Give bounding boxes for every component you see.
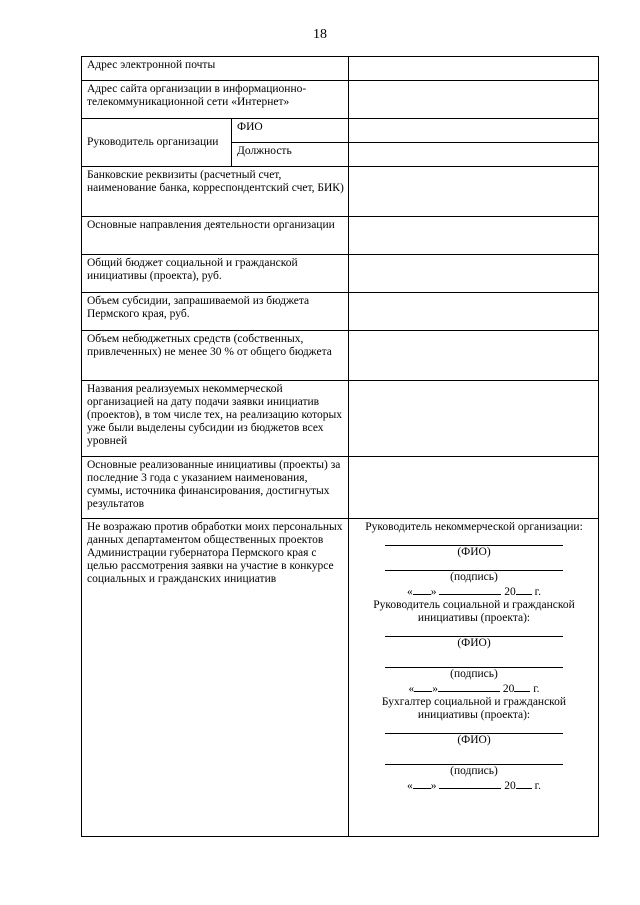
signature-title-project-head: Руководитель социальной и гражданской инициативы (проекта):	[373, 599, 575, 624]
fio-caption: (ФИО)	[457, 546, 491, 558]
date-line	[354, 778, 594, 793]
signature-title-nko-head: Руководитель некоммерческой организации:	[365, 521, 583, 533]
signature-line[interactable]	[385, 753, 563, 765]
year-suffix: г.	[534, 586, 541, 598]
table-row	[82, 331, 599, 381]
table-row	[82, 57, 599, 81]
day-blank[interactable]	[413, 778, 431, 789]
fio-line[interactable]	[385, 625, 563, 637]
value-nonbudget[interactable]	[349, 331, 599, 381]
quote-open: «	[407, 586, 413, 598]
value-subsidy[interactable]	[349, 293, 599, 331]
signature-caption: (подпись)	[450, 571, 498, 583]
signature-line[interactable]	[385, 656, 563, 668]
year-blank[interactable]	[516, 584, 532, 595]
row-label-email: Адрес электронной почты	[82, 57, 349, 81]
value-website[interactable]	[349, 81, 599, 119]
quote-close: »	[432, 683, 438, 695]
day-blank[interactable]	[413, 584, 431, 595]
fio-line[interactable]	[385, 722, 563, 734]
value-past[interactable]	[349, 457, 599, 519]
day-blank[interactable]	[414, 681, 432, 692]
row-label-nonbudget: Объем небюджетных средств (собственных, привлеченных) не менее 30 % от общего бюджета	[82, 331, 349, 381]
row-label-head: Руководитель организации	[82, 119, 232, 167]
signature-caption: (подпись)	[450, 765, 498, 777]
quote-close: »	[430, 780, 437, 792]
month-blank[interactable]	[439, 778, 501, 789]
row-label-budget: Общий бюджет социальной и гражданской инициативы (проекта), руб.	[82, 255, 349, 293]
quote-close: »	[430, 586, 437, 598]
month-blank[interactable]	[439, 584, 501, 595]
table-row	[82, 81, 599, 119]
table-row	[82, 167, 599, 217]
quote-open: «	[408, 683, 415, 695]
table-row	[82, 293, 599, 331]
row-label-directions: Основные направления деятельности организации	[82, 217, 349, 255]
quote-open: «	[407, 780, 413, 792]
table-row	[82, 381, 599, 457]
row-label-consent: Не возражаю против обработки моих персональных данных департаментом общественных проектов Администрации губернатора Пермского края с целью рассмотрения заявки на участие в конкурсе социальных и гражданских инициатив	[82, 519, 349, 837]
date-line	[354, 584, 594, 599]
row-label-head-position: Должность	[232, 143, 349, 167]
fio-line[interactable]	[385, 534, 563, 546]
table-row	[82, 217, 599, 255]
fio-caption: (ФИО)	[457, 637, 491, 649]
application-form-table	[81, 56, 599, 837]
signature-line[interactable]	[385, 559, 563, 571]
month-blank[interactable]	[438, 681, 500, 692]
value-initiatives[interactable]	[349, 381, 599, 457]
fio-caption: (ФИО)	[457, 734, 491, 746]
date-line	[354, 681, 594, 696]
signature-caption: (подпись)	[450, 668, 498, 680]
value-directions[interactable]	[349, 217, 599, 255]
signature-title-accountant: Бухгалтер социальной и гражданской инициативы (проекта):	[381, 696, 567, 721]
value-head-fio[interactable]	[349, 119, 599, 143]
table-row	[82, 255, 599, 293]
value-bank[interactable]	[349, 167, 599, 217]
year-prefix: 20	[504, 586, 516, 598]
year-blank[interactable]	[516, 778, 532, 789]
year-blank[interactable]	[514, 681, 530, 692]
signature-block	[349, 519, 599, 837]
row-label-bank: Банковские реквизиты (расчетный счет, наименование банка, корреспондентский счет, БИК)	[82, 167, 349, 217]
row-label-head-fio: ФИО	[232, 119, 349, 143]
row-label-subsidy: Объем субсидии, запрашиваемой из бюджета Пермского края, руб.	[82, 293, 349, 331]
year-prefix: 20	[502, 683, 515, 695]
table-row	[82, 457, 599, 519]
page-number: 18	[313, 27, 327, 42]
value-head-position[interactable]	[349, 143, 599, 167]
year-suffix: г.	[533, 683, 540, 695]
row-label-past: Основные реализованные инициативы (проекты) за последние 3 года с указанием наименования, суммы, источника финансирования, достигнутых результатов	[82, 457, 349, 519]
value-budget[interactable]	[349, 255, 599, 293]
year-suffix: г.	[534, 780, 541, 792]
table-row	[82, 119, 599, 143]
row-label-website: Адрес сайта организации в информационно-телекоммуникационной сети «Интернет»	[82, 81, 349, 119]
row-label-initiatives: Названия реализуемых некоммерческой организацией на дату подачи заявки инициатив (проектов), в том числе тех, на реализацию которых уже были выделены субсидии из бюджетов всех уровней	[82, 381, 349, 457]
value-email[interactable]	[349, 57, 599, 81]
table-row	[82, 519, 599, 837]
year-prefix: 20	[504, 780, 516, 792]
